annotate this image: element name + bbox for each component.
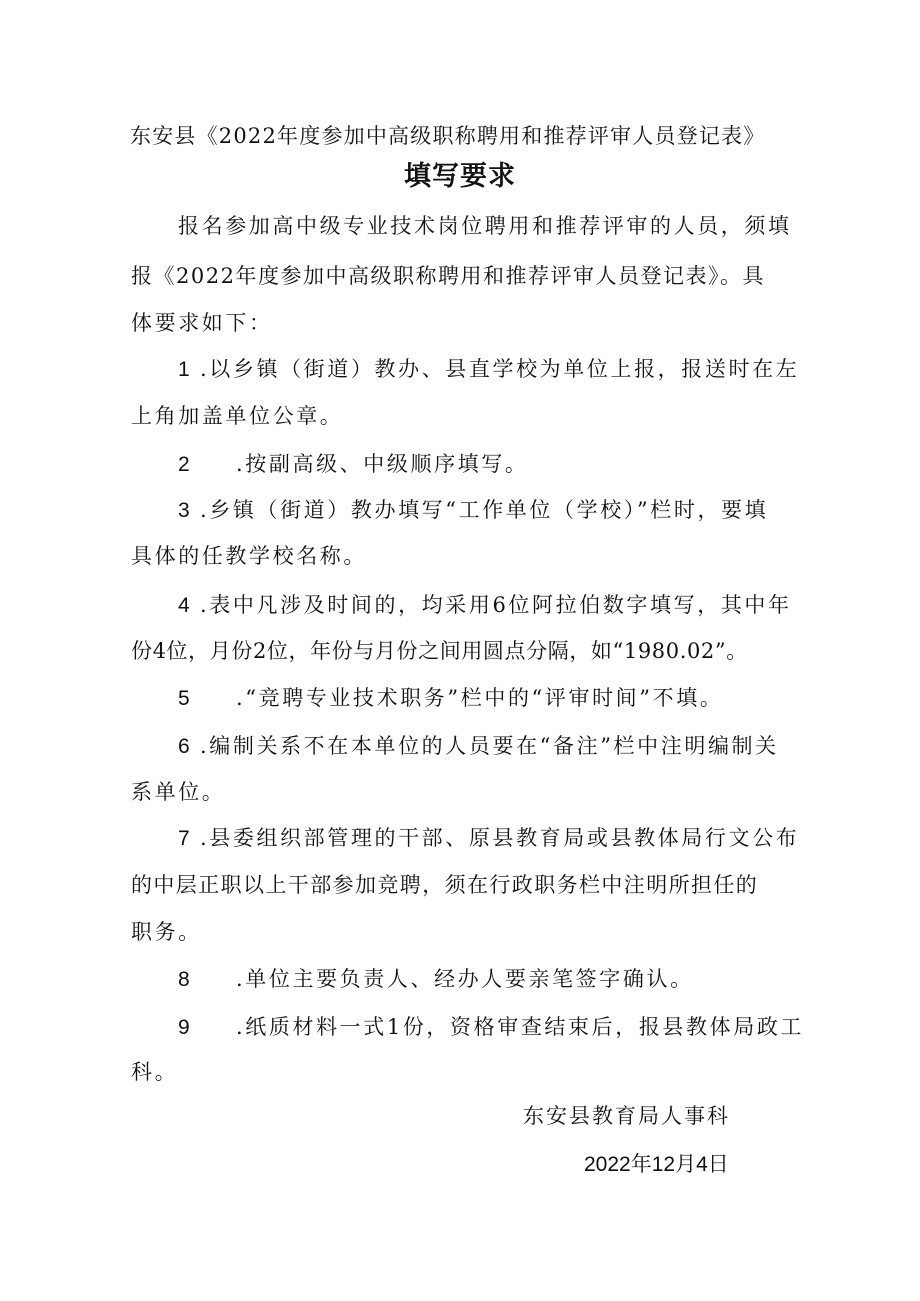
item-number: 1	[178, 358, 190, 381]
item-number: 7	[178, 827, 190, 850]
list-item-3-cont: 具体的任教学校名称。	[131, 544, 367, 568]
item-text: .“竞聘专业技术职务”栏中的“评审时间”不填。	[236, 686, 724, 710]
list-item-5	[178, 686, 723, 711]
list-item-8	[178, 967, 694, 992]
list-item-1-cont: 上角加盖单位公章。	[131, 404, 344, 428]
item-number: 5	[178, 687, 190, 710]
list-item-7	[178, 826, 799, 851]
list-item-6	[178, 734, 779, 759]
list-item-4-cont: 份4位，月份2位，年份与月份之间用圆点分隔，如“1980.02”。	[131, 639, 748, 663]
list-item-9-cont: 科。	[131, 1060, 179, 1084]
list-item-1	[178, 357, 799, 382]
item-text: .按副高级、中级顺序填写。	[236, 452, 529, 476]
item-number: 9	[178, 1016, 190, 1039]
list-item-7-cont-2: 职务。	[131, 920, 202, 944]
list-item-3	[178, 498, 768, 523]
document-heading: 填写要求	[404, 161, 516, 192]
signature-date: 2022年12月4日	[584, 1153, 729, 1176]
intro-line-1: 报名参加高中级专业技术岗位聘用和推荐评审的人员，须填	[178, 214, 792, 238]
item-number: 3	[178, 499, 190, 522]
document-title: 东安县《2022年度参加中高级职称聘用和推荐评审人员登记表》	[130, 124, 766, 148]
item-number: 2	[178, 453, 190, 476]
signature-org: 东安县教育局人事科	[523, 1104, 730, 1128]
item-text: .单位主要负责人、经办人要亲笔签字确认。	[236, 967, 694, 991]
item-text: .纸质材料一式1份，资格审查结束后，报县教体局政工	[236, 1015, 805, 1039]
item-text: .县委组织部管理的干部、原县教育局或县教体局行文公布	[200, 826, 800, 850]
item-number: 4	[178, 594, 190, 617]
list-item-4	[178, 593, 792, 618]
item-text: .以乡镇（街道）教办、县直学校为单位上报，报送时在左	[200, 357, 800, 381]
item-number: 8	[178, 968, 190, 991]
list-item-9	[178, 1015, 804, 1040]
intro-line-3: 体要求如下：	[131, 311, 273, 335]
item-text: .表中凡涉及时间的，均采用6位阿拉伯数字填写，其中年	[200, 593, 792, 617]
intro-line-2: 报《2022年度参加中高级职称聘用和推荐评审人员登记表》。具	[131, 264, 765, 288]
item-text: .乡镇（街道）教办填写“工作单位（学校）”栏时，要填	[200, 498, 769, 522]
item-text: .编制关系不在本单位的人员要在“备注”栏中注明编制关	[200, 734, 779, 758]
item-number: 6	[178, 735, 190, 758]
list-item-7-cont: 的中层正职以上干部参加竞聘，须在行政职务栏中注明所担任的	[131, 873, 759, 897]
list-item-2	[178, 452, 528, 477]
list-item-6-cont: 系单位。	[131, 780, 226, 804]
